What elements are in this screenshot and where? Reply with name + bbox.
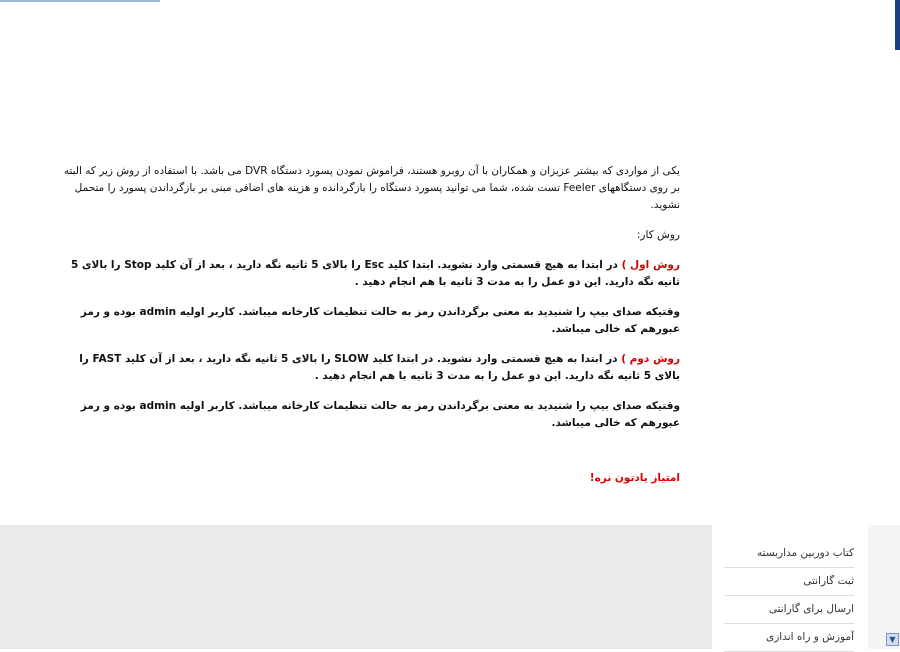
intro-paragraph: یکی از مواردی که بیشتر عزیزان و همکاران با آن روبرو هستند، فراموش نمودن پسورد دستگاه DVR می باشد. با استفاده از روش زیر که البته بر روی دستگاههای Feeler تست شده، شما می توانید پسورد دستگاه را بازگردانده و هزینه های اضافی مبنی بر بازگرداندن پسورد را متحمل نشوید. xyxy=(63,165,680,211)
side-menu xyxy=(712,525,868,649)
method-heading: روش کار: xyxy=(636,229,680,241)
top-strip xyxy=(0,0,160,2)
method-two-paragraph xyxy=(58,351,680,385)
method-one-note: وقتیکه صدای بیپ را شنیدید به معنی برگرداندن رمز به حالت تنظیمات کارخانه میباشد. کاربر اولیه admin بوده و رمز عبورهم که خالی میباشد. xyxy=(80,306,680,335)
method-one-label: روش اول ) xyxy=(621,259,680,271)
side-menu-item-warranty-register[interactable]: ثبت گارانتی xyxy=(724,567,854,596)
chevron-down-icon[interactable]: ▼ xyxy=(886,633,899,646)
right-column xyxy=(868,525,900,649)
method-one-text: در ابتدا به هیچ قسمتی وارد نشوید. ابتدا کلید Esc را بالای 5 ثانیه نگه دارید ، بعد از آن کلید Stop را بالای 5 ثانیه نگه دارید. این دو عمل را به مدت 3 ثانیه با هم انجام دهید . xyxy=(70,259,680,288)
method-two-text: در ابتدا به هیچ قسمتی وارد نشوید. در ابتدا کلید SLOW را بالای 5 ثانیه نگه دارید ، بعد از آن کلید FAST را بالای 5 ثانیه نگه دارید. این دو عمل را به مدت 3 ثانیه با هم انجام دهید . xyxy=(79,353,680,382)
method-one-paragraph xyxy=(58,257,680,291)
method-two-label: روش دوم ) xyxy=(621,353,680,365)
article-content xyxy=(58,163,680,500)
rating-reminder: امتیاز یادتون نره! xyxy=(589,472,680,484)
method-two-note: وقتیکه صدای بیپ را شنیدید به معنی برگرداندن رمز به حالت تنظیمات کارخانه میباشد. کاربر اولیه admin بوده و رمز عبورهم که خالی میباشد. xyxy=(80,400,680,429)
side-menu-item-warranty-send[interactable]: ارسال برای گارانتی xyxy=(724,595,854,624)
side-menu-item-camera-book[interactable]: کتاب دوربین مداربسته xyxy=(724,539,854,568)
top-right-accent xyxy=(895,0,900,50)
article-panel xyxy=(0,145,900,525)
side-menu-item-training[interactable]: آموزش و راه اندازی xyxy=(724,623,854,652)
